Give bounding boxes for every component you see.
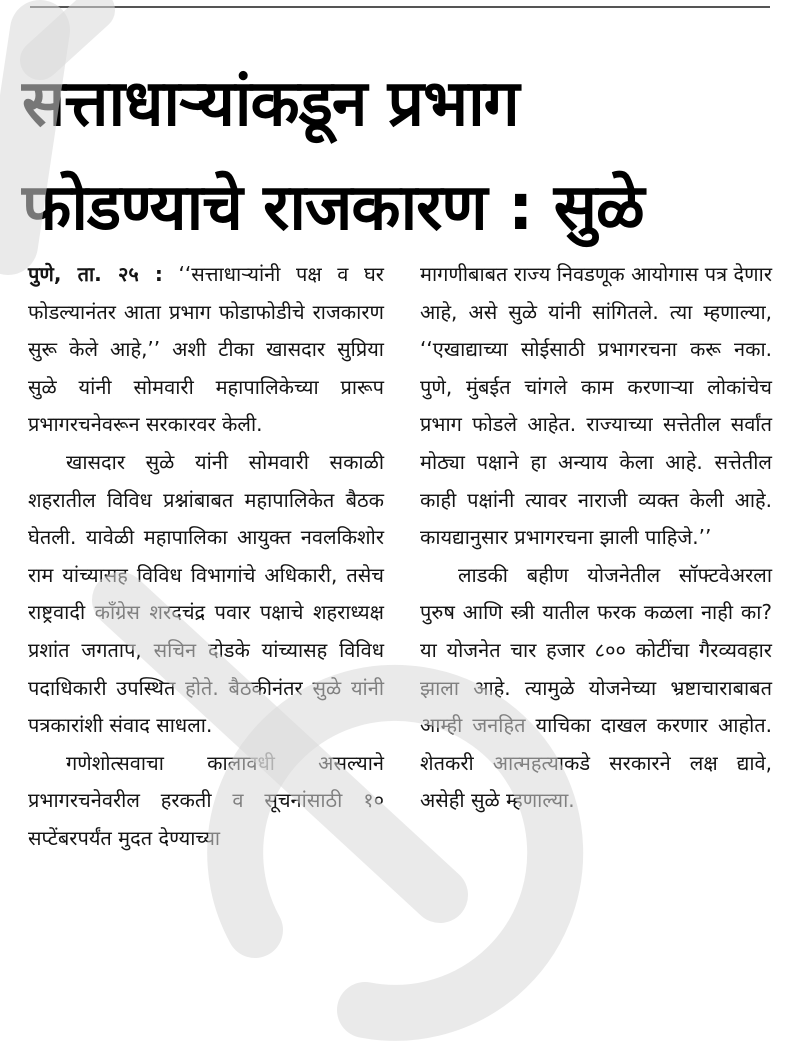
article-column-right [420,256,772,820]
dateline: पुणे, ता. २५ : [28,262,163,286]
headline [22,52,782,260]
paragraph-text: ‘‘सत्ताधाऱ्यांनी पक्ष व घर फोडल्यानंतर आता प्रभाग फोडाफोडीचे राजकारण सुरू केले आहे,’’ अशी टीका खासदार सुप्रिया सुळे यांनी सोमवारी महापालिकेच्या प्रारूप प्रभागरचनेवरून सरकारवर केली. [28,262,384,437]
article-paragraph: मागणीबाबत राज्य निवडणूक आयोगास पत्र देणार आहे, असे सुळे यांनी सांगितले. त्या म्हणाल्या, ‘‘एखाद्याच्या सोईसाठी प्रभागरचना करू नका. पुणे, मुंबईत चांगले काम करणाऱ्या लोकांचेच प्रभाग फोडले आहेत. राज्याच्या सत्तेतील सर्वांत मोठ्या पक्षाने हा अन्याय केला आहे. सत्तेतील काही पक्षांनी त्यावर नाराजी व्यक्त केली आहे. कायद्यानुसार प्रभागरचना झाली पाहिजे.’’ [420,262,772,550]
article-column-left [28,256,384,858]
headline-line-2: फोडण्याचे राजकारण : सुळे [22,171,644,245]
article-paragraph: गणेशोत्सवाचा कालावधी असल्याने प्रभागरचनेवरील हरकती व सूचनांसाठी १० सप्टेंबरपर्यंत मुदत देण्याच्या [28,750,384,850]
article-paragraph: लाडकी बहीण योजनेतील सॉफ्टवेअरला पुरुष आणि स्त्री यातील फरक कळला नाही का? या योजनेत चार हजार ८०० कोटींचा गैरव्यवहार झाला आहे. त्यामुळे योजनेच्या भ्रष्टाचाराबाबत आम्ही जनहित याचिका दाखल करणार आहोत. शेतकरी आत्महत्याकडे सरकारने लक्ष द्यावे, असेही सुळे म्हणाल्या. [420,562,772,813]
article-paragraph [28,256,384,444]
top-rule [30,6,770,8]
headline-line-1: सत्ताधाऱ्यांकडून प्रभाग [22,67,519,141]
article-paragraph: खासदार सुळे यांनी सोमवारी सकाळी शहरातील विविध प्रश्नांबाबत महापालिकेत बैठक घेतली. यावेळी महापालिका आयुक्त नवलकिशोर राम यांच्यासह विविध विभागांचे अधिकारी, तसेच राष्ट्रवादी काँग्रेस शरदचंद्र पवार पक्षाचे शहराध्यक्ष प्रशांत जगताप, सचिन दोडके यांच्यासह विविध पदाधिकारी उपस्थित होते. बैठकीनंतर सुळे यांनी पत्रकारांशी संवाद साधला. [28,449,384,738]
